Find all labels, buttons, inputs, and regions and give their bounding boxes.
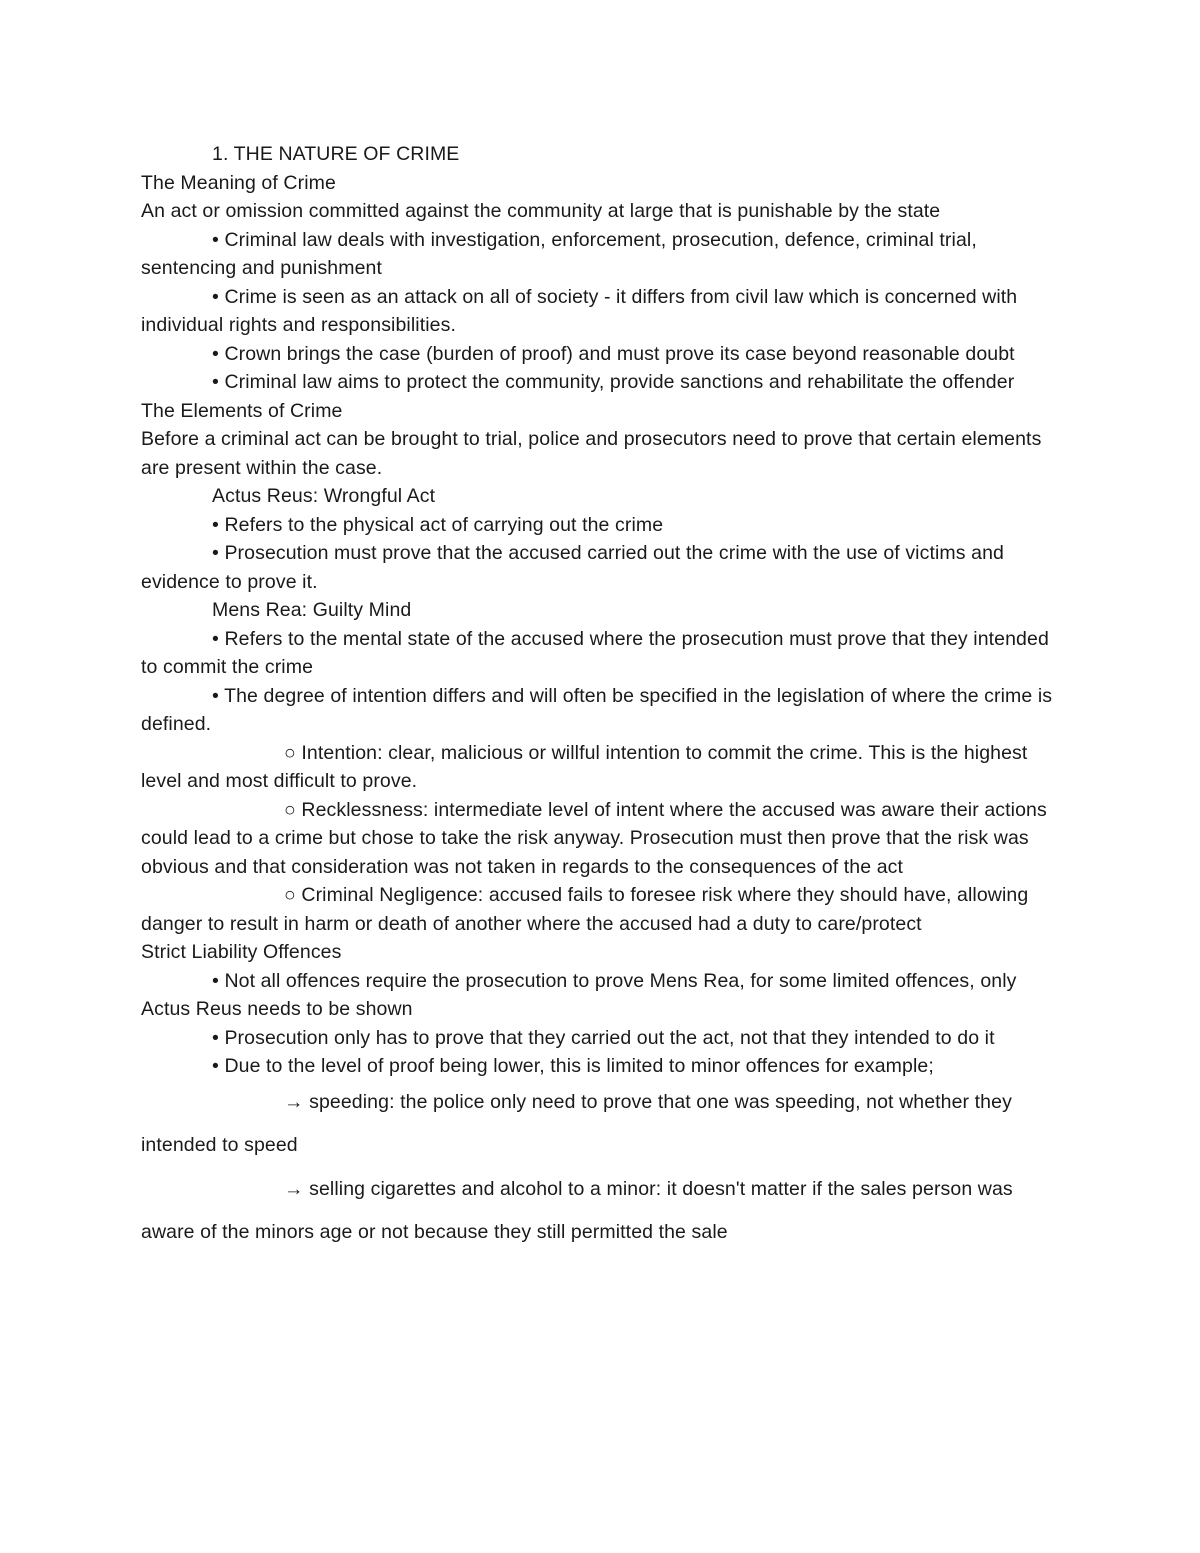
document-title: 1. THE NATURE OF CRIME xyxy=(212,143,460,165)
bullet-item: • The degree of intention differs and will often be specified in the legislation of where the crime is defined. xyxy=(141,684,1053,735)
bullet-item: • Crown brings the case (burden of proof) and must prove its case beyond reasonable doubt xyxy=(212,342,1015,365)
sub-bullet-item: ○ Intention: clear, malicious or willful intention to commit the crime. This is the highest level and most difficult to prove. xyxy=(141,741,1028,792)
subheading-mens-rea: Mens Rea: Guilty Mind xyxy=(212,599,412,621)
bullet-item: • Prosecution must prove that the accused carried out the crime with the use of victims and evidence to prove it. xyxy=(141,542,1004,593)
crime-definition: An act or omission committed against the community at large that is punishable by the state xyxy=(141,200,941,222)
elements-intro: Before a criminal act can be brought to trial, police and prosecutors need to prove that certain elements are present within the case. xyxy=(141,428,1042,479)
sub-bullet-item: ○ Recklessness: intermediate level of intent where the accused was aware their actions could lead to a crime but chose to take the risk anyway. Prosecution must then prove that the risk was obvious and that consideration was not taken in regards to the consequences of the act xyxy=(141,798,1047,878)
example-item: → speeding: the police only need to prove that one was speeding, not whether they intended to speed xyxy=(141,1090,1012,1156)
bullet-item: • Criminal law deals with investigation, enforcement, prosecution, defence, criminal trial, sentencing and punishment xyxy=(141,228,977,279)
bullet-item: • Due to the level of proof being lower, this is limited to minor offences for example; xyxy=(212,1055,934,1077)
bullet-item: • Crime is seen as an attack on all of society - it differs from civil law which is concerned with individual rights and responsibilities. xyxy=(141,285,1018,336)
section-heading-elements: The Elements of Crime xyxy=(141,399,343,422)
bullet-item: • Prosecution only has to prove that they carried out the act, not that they intended to do it xyxy=(212,1026,995,1049)
bullet-item: • Criminal law aims to protect the community, provide sanctions and rehabilitate the offender xyxy=(212,371,1015,393)
bullet-item: • Refers to the physical act of carrying out the crime xyxy=(212,513,664,536)
subheading-actus-reus: Actus Reus: Wrongful Act xyxy=(212,485,436,507)
section-heading-meaning: The Meaning of Crime xyxy=(141,171,336,194)
bullet-item: • Refers to the mental state of the accused where the prosecution must prove that they intended to commit the crime xyxy=(141,627,1049,678)
example-item: → selling cigarettes and alcohol to a minor: it doesn't matter if the sales person was aware of the minors age or not because they still permitted the sale xyxy=(141,1177,1013,1243)
document-body xyxy=(141,140,1061,1255)
bullet-item: • Not all offences require the prosecution to prove Mens Rea, for some limited offences, only Actus Reus needs to be shown xyxy=(141,969,1017,1020)
sub-bullet-item: ○ Criminal Negligence: accused fails to foresee risk where they should have, allowing danger to result in harm or death of another where the accused had a duty to care/protect xyxy=(141,884,1029,935)
section-heading-strict: Strict Liability Offences xyxy=(141,941,342,963)
